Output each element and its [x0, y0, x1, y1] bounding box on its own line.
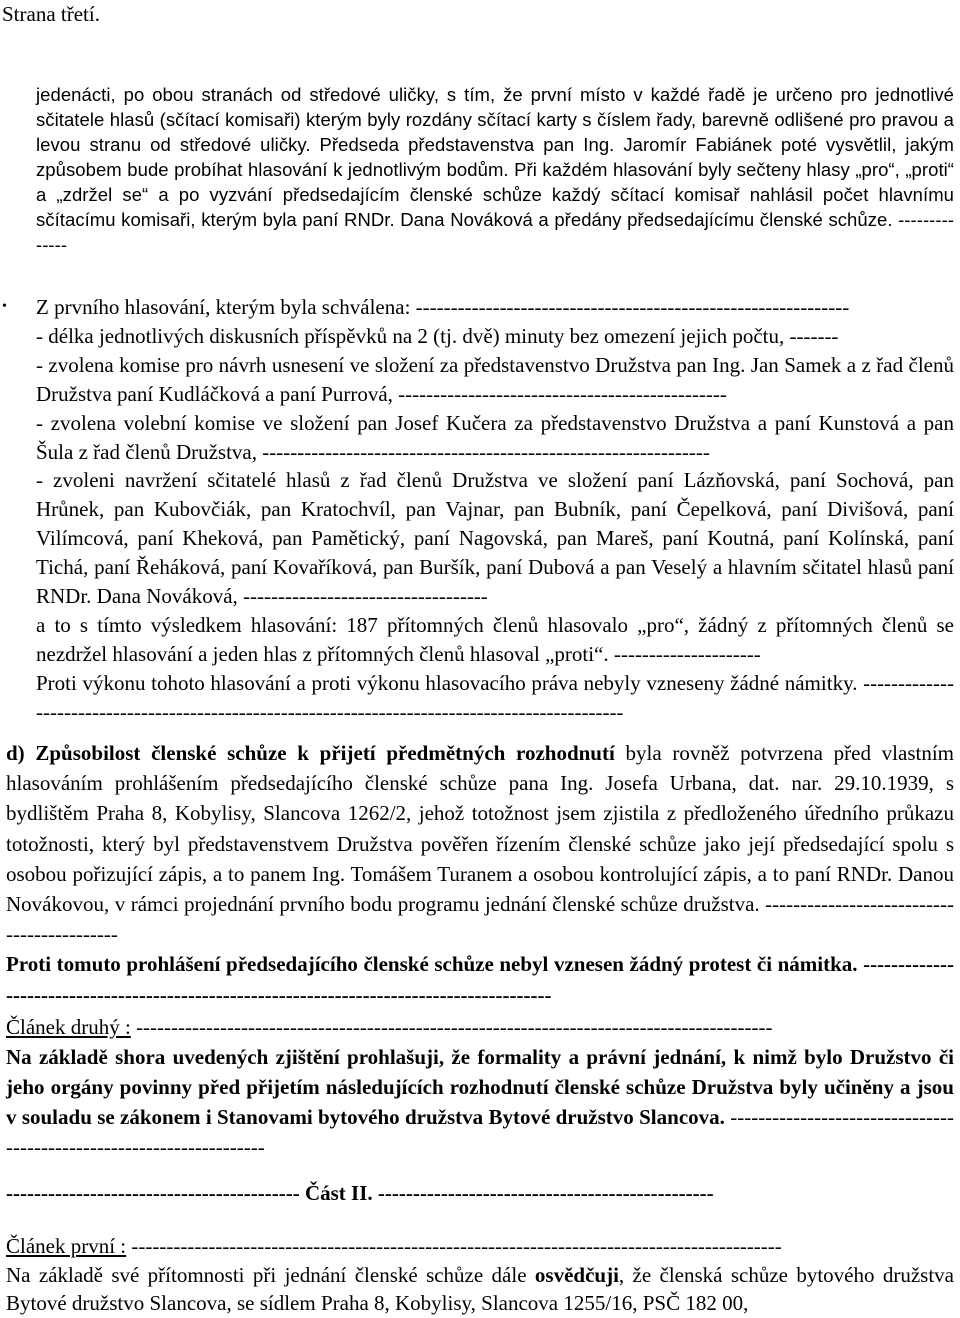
bullet-icon: •: [2, 299, 7, 314]
section-d-text: byla rovněž potvrzena před vlastním hlasováním prohlášením předsedajícího členské schůze pana Ing. Josefa Urbana, dat. nar. 29.10.1939, s bydlištěm Praha 8, Kobylisy, Slancova 1262/2, jehož totožnost jsem zjistila z předloženého úředního průkazu totožnosti, který byl představenstvem Družstva pověřen řízením členské schůze jako její předsedající spolu s osobou pořizující zápis, a to panem Ing. Tomášem Turanem a osobou kontrolující zápis, a to paní RNDr. Danou Novákovou, v rámci projednání prvního bodu programu jednání členské schůze družstva. -------------------------------------------: [6, 741, 954, 947]
article-first: [6, 1232, 954, 1318]
vote-item: - zvoleni navržení sčitatelé hlasů z řad členů Družstva ve složení paní Lázňovská, paní Sochová, pan Hrůnek, pan Kubovčiák, pan Kratochvíl, pan Vajnar, pan Bubník, paní Čepelková, paní Divišová, paní Vilímcová, paní Kheková, pan Pamětický, paní Nagovská, pan Mareš, paní Koutná, paní Kolínská, paní Tichá, paní Řeháková, paní Kovaříková, pan Buršík, paní Dubová a pan Veselý a hlavním sčitatel hlasů paní RNDr. Dana Nováková, -----------------------------------: [36, 468, 954, 609]
emphasis-word: osvědčuji: [534, 1262, 619, 1287]
trailing-dashes: ---------------------------------------------------------------------: [6, 1105, 954, 1159]
first-vote-section: [36, 293, 954, 727]
intro-line: jedenácti, po obou stranách od středové uličky, s tím, že první místo v každé řadě je určeno pro: [36, 84, 868, 105]
vote-objection: Proti výkonu tohoto hlasování a proti výkonu hlasovacího práva nebyly vzneseny žádné námitky. -------------------------------------------------------------------------------------------------: [36, 670, 954, 724]
section-d: [6, 738, 954, 1010]
vote-item: - zvolena volební komise ve složení pan Josef Kučera za představenstvo Družstva a paní Kunstová a pan Šula z řad členů Družstva, ----------------------------------------------------------------: [36, 410, 954, 464]
section-d-statement: Proti tomuto prohlášení předsedajícího členské schůze nebyl vznesen žádný protest či námitka. -------------------------------------------------------------------------------------------: [6, 952, 954, 1007]
vote-lead: Z prvního hlasování, kterým byla schválena: --------------------------------------------------------------: [36, 295, 850, 319]
intro-paragraph: [36, 82, 954, 257]
article-first-text: Na základě své přítomnosti při jednání členské schůze dále osvědčuji, že členská schůze bytového družstva Bytové družstvo Slancova, se sídlem Praha 8, Kobylisy, Slancova 1255/16, PSČ 182 00,: [6, 1262, 955, 1315]
article-first-heading: [6, 1232, 954, 1261]
article-second-text: Na základě shora uvedených zjištění prohlašuji, že formality a právní jednání, k nimž bylo Družstvo či jeho orgány povinny před přijetím následujících rozhodnutí členské schůze Družstva byly učiněny a jsou v souladu se zákonem i Stanovami bytového družstva Bytové družstvo Slancova. ---------------------------------------------------------------------: [6, 1045, 954, 1159]
intro-line: Ing. Jaromír Fabiánek poté vysvětlil, jakým způsobem bude probíhat hlasování k jednotlivým: [36, 134, 954, 180]
vote-item: - délka jednotlivých diskusních příspěvků na 2 (tj. dvě) minuty bez omezení jejich počtu, -------: [36, 323, 839, 348]
vote-result: a to s tímto výsledkem hlasování: 187 přítomných členů hlasovalo „pro“, žádný z přítomných členů se nezdržel hlasování a jeden hlas z přítomných členů hlasoval „proti“. ---------------------: [36, 612, 954, 666]
heading-dashes: ---------------------------------------------------------------------------------------------: [126, 1234, 782, 1258]
section-d-paragraph: [6, 738, 954, 949]
page-label: Strana třetí.: [2, 2, 100, 26]
vote-item: - zvolena komise pro návrh usnesení ve složení za představenstvo Družstva pan Ing. Jan Samek a z řad členů Družstva paní Kudláčková a paní Purrová, -----------------------------------------------: [36, 352, 954, 406]
article-second-title: Článek druhý :: [6, 1015, 131, 1039]
heading-dashes: -------------------------------------------------------------------------------------------: [130, 1015, 773, 1039]
section-d-heading: d) Způsobilost členské schůze k přijetí předmětných rozhodnutí: [6, 741, 615, 765]
article-first-title: Článek první :: [6, 1234, 127, 1258]
intro-line: jednotlivé sčitatele hlasů (sčítací komisaři) kterým byly rozdány sčítací karty s číslem řady,: [36, 84, 954, 130]
intro-line: barevně odlišené pro pravou a levou stranu od středové uličky. Předseda představenstva pan: [36, 109, 955, 155]
intro-line: bodům. Při každém hlasování byly sečteny hlasy „pro“, „proti“ a „zdržel se“ a po vyzvání: [36, 159, 955, 205]
intro-line: kterým byla paní RNDr. Dana Nováková a předány předsedajícímu členské schůze. --------------: [36, 209, 954, 255]
part-two-title: ------------------------------------------ Část II. ------------------------------------------------: [6, 1181, 714, 1205]
article-second-heading: [6, 1012, 954, 1042]
intro-line: předsedajícím členské schůze každý sčítací komisař nahlásil počet hlavnímu sčítacímu komisaři,: [36, 184, 954, 230]
article-second: [6, 1012, 954, 1162]
